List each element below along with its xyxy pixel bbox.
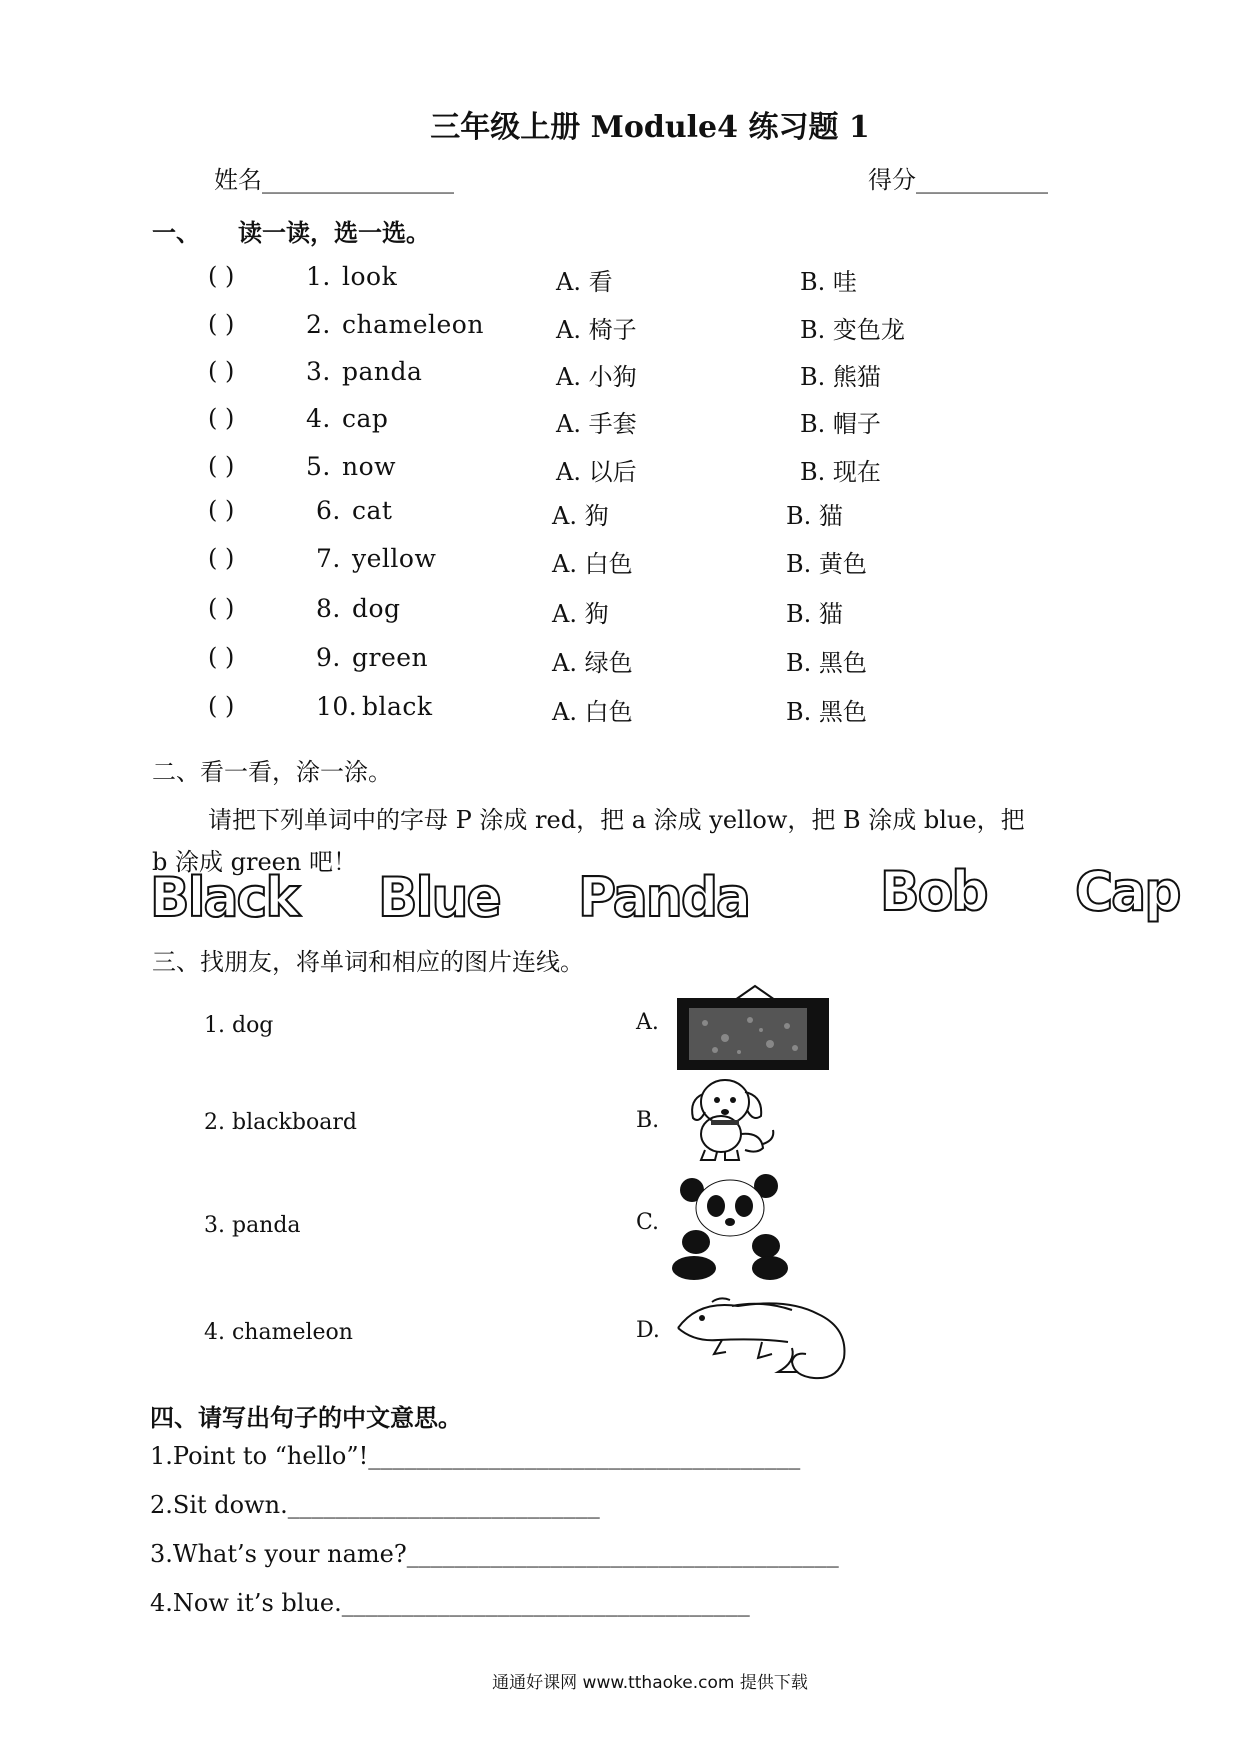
answer-paren: ( ) [208, 452, 235, 480]
answer-paren: ( ) [208, 404, 235, 432]
option-a: A. 狗 [552, 600, 609, 628]
sentence-2-text: 2.Sit down. [150, 1491, 288, 1519]
sentence-4 [150, 1589, 750, 1617]
outline-word-bob: Bob [880, 860, 987, 924]
option-b: B. 猫 [786, 502, 843, 530]
option-a: A. 狗 [552, 502, 609, 530]
item-number: 4. [306, 404, 331, 433]
section1-heading: 读一读，选一选。 [238, 218, 430, 247]
item-word: cat [352, 496, 393, 525]
item-number: 5. [306, 452, 331, 481]
section2-instruction-line1: 请把下列单词中的字母 P 涂成 red，把 a 涂成 yellow，把 B 涂成 blue，把 [208, 806, 1025, 834]
section2-heading: 二、看一看，涂一涂。 [152, 758, 392, 786]
answer-paren: ( ) [208, 643, 235, 671]
sentence-2-blank: __________________________ [287, 1491, 600, 1519]
option-b: B. 猫 [786, 600, 843, 628]
match-letter-c: C. [636, 1210, 660, 1235]
match-word-dog: 1. dog [204, 1013, 274, 1038]
outline-word-black: Black [150, 866, 298, 930]
sentence-4-blank: __________________________________ [341, 1589, 750, 1617]
match-word-panda: 3. panda [204, 1213, 301, 1238]
option-b: B. 黑色 [786, 649, 867, 677]
name-blank: ________________ [262, 166, 454, 194]
outline-word-blue: Blue [378, 866, 500, 930]
panda-picture [670, 1172, 790, 1280]
option-a: A. 椅子 [556, 316, 637, 344]
match-word-chameleon: 4. chameleon [204, 1320, 353, 1345]
option-b: B. 黄色 [786, 550, 867, 578]
option-b: B. 哇 [800, 268, 857, 296]
item-word: green [352, 643, 429, 672]
sentence-3-text: 3.What’s your name? [150, 1540, 407, 1568]
blackboard-picture [675, 978, 835, 1074]
option-a: A. 看 [556, 268, 613, 296]
item-number: 3. [306, 357, 331, 386]
section4-heading: 四、请写出句子的中文意思。 [150, 1403, 462, 1432]
item-word: yellow [352, 544, 437, 573]
score-blank: ___________ [916, 166, 1048, 194]
option-a: A. 小狗 [556, 363, 637, 391]
score-field [868, 160, 1048, 195]
item-word: look [342, 262, 398, 291]
answer-paren: ( ) [208, 692, 235, 720]
option-a: A. 白色 [552, 550, 633, 578]
sentence-4-text: 4.Now it’s blue. [150, 1589, 342, 1617]
section1-number: 一、 [152, 218, 200, 247]
item-number: 10. [316, 692, 358, 721]
name-field [214, 160, 454, 195]
item-number: 9. [316, 643, 341, 672]
item-number: 8. [316, 594, 341, 623]
option-b: B. 变色龙 [800, 316, 905, 344]
item-word: panda [342, 357, 423, 386]
section3-heading: 三、找朋友，将单词和相应的图片连线。 [152, 948, 584, 976]
answer-paren: ( ) [208, 262, 235, 290]
sentence-2 [150, 1491, 600, 1519]
dog-picture [685, 1072, 785, 1164]
match-letter-a: A. [636, 1010, 659, 1035]
option-b: B. 帽子 [800, 410, 881, 438]
option-a: A. 绿色 [552, 649, 633, 677]
answer-paren: ( ) [208, 496, 235, 524]
answer-paren: ( ) [208, 310, 235, 338]
option-a: A. 白色 [552, 698, 633, 726]
name-label: 姓名 [214, 166, 262, 194]
sentence-1-text: 1.Point to “hello”! [150, 1442, 369, 1470]
item-number: 6. [316, 496, 341, 525]
item-number: 1. [306, 262, 331, 291]
outline-word-cap: Cap [1075, 860, 1180, 924]
sentence-1-blank: ____________________________________ [368, 1442, 801, 1470]
chameleon-picture [672, 1288, 852, 1384]
item-word: chameleon [342, 310, 484, 339]
option-b: B. 现在 [800, 458, 881, 486]
item-word: black [362, 692, 433, 721]
outline-word-panda: Panda [578, 866, 750, 930]
item-word: dog [352, 594, 401, 623]
sentence-3-blank: ____________________________________ [406, 1540, 839, 1568]
match-letter-d: D. [636, 1318, 660, 1343]
sentence-1 [150, 1442, 800, 1470]
option-a: A. 手套 [556, 410, 637, 438]
sentence-3 [150, 1540, 839, 1568]
item-word: now [342, 452, 397, 481]
answer-paren: ( ) [208, 594, 235, 622]
item-number: 7. [316, 544, 341, 573]
score-label: 得分 [868, 166, 916, 194]
page-footer: 通通好课网 www.tthaoke.com 提供下载 [492, 1673, 808, 1693]
page-title: 三年级上册 Module4 练习题 1 [430, 110, 870, 145]
section2-instruction-line2: b 涂成 green 吧！ [152, 848, 357, 876]
item-number: 2. [306, 310, 331, 339]
item-word: cap [342, 404, 389, 433]
match-letter-b: B. [636, 1108, 660, 1133]
option-b: B. 熊猫 [800, 363, 881, 391]
answer-paren: ( ) [208, 357, 235, 385]
option-a: A. 以后 [556, 458, 637, 486]
answer-paren: ( ) [208, 544, 235, 572]
match-word-blackboard: 2. blackboard [204, 1110, 357, 1135]
option-b: B. 黑色 [786, 698, 867, 726]
